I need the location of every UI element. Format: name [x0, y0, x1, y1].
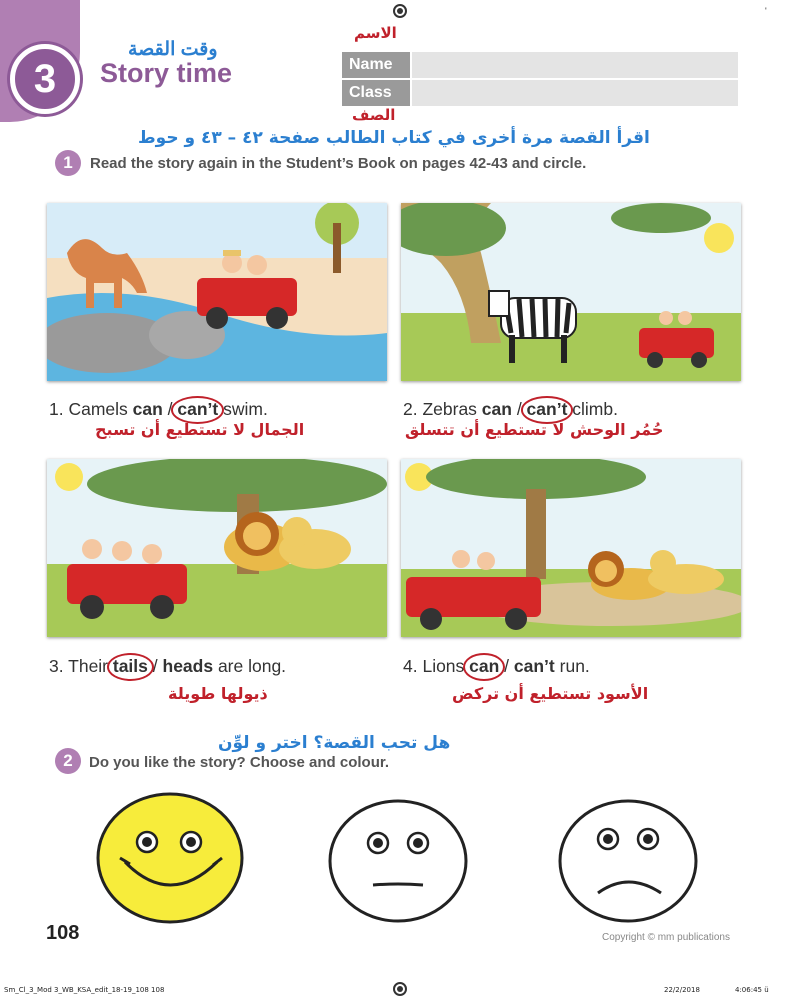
- sentence-2-prefix: 2. Zebras: [403, 399, 482, 419]
- sentence-2-separator: /: [511, 399, 527, 419]
- page-number: 108: [46, 922, 80, 944]
- lions-running-jeep-illustration: [401, 459, 741, 637]
- sentence-2-option-a[interactable]: can: [481, 399, 512, 419]
- sentence-2: [403, 399, 618, 420]
- registration-mark-bottom-icon: [393, 982, 407, 996]
- neutral-face-choice[interactable]: [323, 795, 473, 930]
- sentence-2-translation: حُمُر الوحش لا تستطيع أن تتسلق: [405, 420, 664, 439]
- sentence-1: [49, 399, 268, 420]
- page-title: Story time: [100, 58, 233, 88]
- exercise1-instruction: Read the story again in the Student’s Book on pages 42-43 and circle.: [90, 155, 587, 172]
- sentence-4-translation: الأسود تستطيع أن تركض: [452, 684, 649, 703]
- sentence-4: [403, 656, 590, 677]
- copyright-notice: Copyright © mm publications: [602, 932, 730, 943]
- exercise2-number: 2: [55, 748, 81, 774]
- sentence-4-separator: /: [499, 656, 514, 676]
- sentence-2-option-b-circled[interactable]: can’t: [526, 399, 568, 419]
- unit-number-badge: 3: [10, 44, 80, 114]
- sentence-4-suffix: run.: [554, 656, 590, 676]
- zebra-tree-jeep-illustration: [401, 203, 741, 381]
- sentence-3: [49, 656, 286, 677]
- sentence-1-separator: /: [162, 399, 178, 419]
- class-field[interactable]: [412, 80, 738, 106]
- sentence-4-option-a-circled[interactable]: can: [469, 656, 500, 676]
- exercise1-number: 1: [55, 150, 81, 176]
- sentence-1-suffix: swim.: [218, 399, 268, 419]
- sentence-1-option-b-circled[interactable]: can’t: [177, 399, 219, 419]
- happy-face-choice[interactable]: [95, 790, 245, 925]
- sentence-2-suffix: climb.: [567, 399, 618, 419]
- exercise2-instruction-arabic: هل تحب القصة؟ اختر و لوِّن: [218, 733, 451, 753]
- lions-tree-jeep-illustration: [47, 459, 387, 637]
- sentence-3-option-a-circled[interactable]: tails: [112, 656, 148, 676]
- name-label-arabic: الاسم: [354, 24, 397, 42]
- camel-hippo-jeep-illustration: [47, 203, 387, 381]
- sentence-3-translation: ذيولها طويلة: [168, 684, 268, 703]
- corner-tick: ': [765, 6, 767, 16]
- sentence-3-option-b[interactable]: heads: [162, 656, 214, 676]
- name-field[interactable]: [412, 52, 738, 78]
- exercise2-instruction: Do you like the story? Choose and colour.: [89, 754, 390, 771]
- sentence-4-option-b[interactable]: can’t: [513, 656, 555, 676]
- exercise1-instruction-arabic: اقرأ القصة مرة أخرى في كتاب الطالب صفحة ٤٢ – ٤٣ و حوط: [138, 128, 650, 148]
- sentence-1-prefix: 1. Camels: [49, 399, 133, 419]
- name-label: Name: [342, 52, 410, 78]
- title-arabic: وقت القصة: [128, 39, 218, 60]
- sentence-3-suffix: are long.: [213, 656, 287, 676]
- sentence-4-prefix: 4. Lions: [403, 656, 470, 676]
- sad-face-choice[interactable]: [553, 795, 703, 930]
- sentence-3-prefix: 3. Their: [49, 656, 113, 676]
- class-label: Class: [342, 80, 410, 106]
- print-file-info: Sm_Cl_3_Mod 3_WB_KSA_edit_18-19_108 108: [4, 986, 165, 994]
- sentence-3-separator: /: [147, 656, 163, 676]
- sentence-1-translation: الجمال لا تستطيع أن تسبح: [95, 420, 305, 439]
- sentence-1-option-a[interactable]: can: [132, 399, 163, 419]
- registration-mark-icon: [393, 4, 407, 18]
- class-label-arabic: الصف: [352, 106, 396, 124]
- print-date: 22/2/2018: [664, 986, 700, 994]
- print-time: 4:06:45 ü: [735, 986, 769, 994]
